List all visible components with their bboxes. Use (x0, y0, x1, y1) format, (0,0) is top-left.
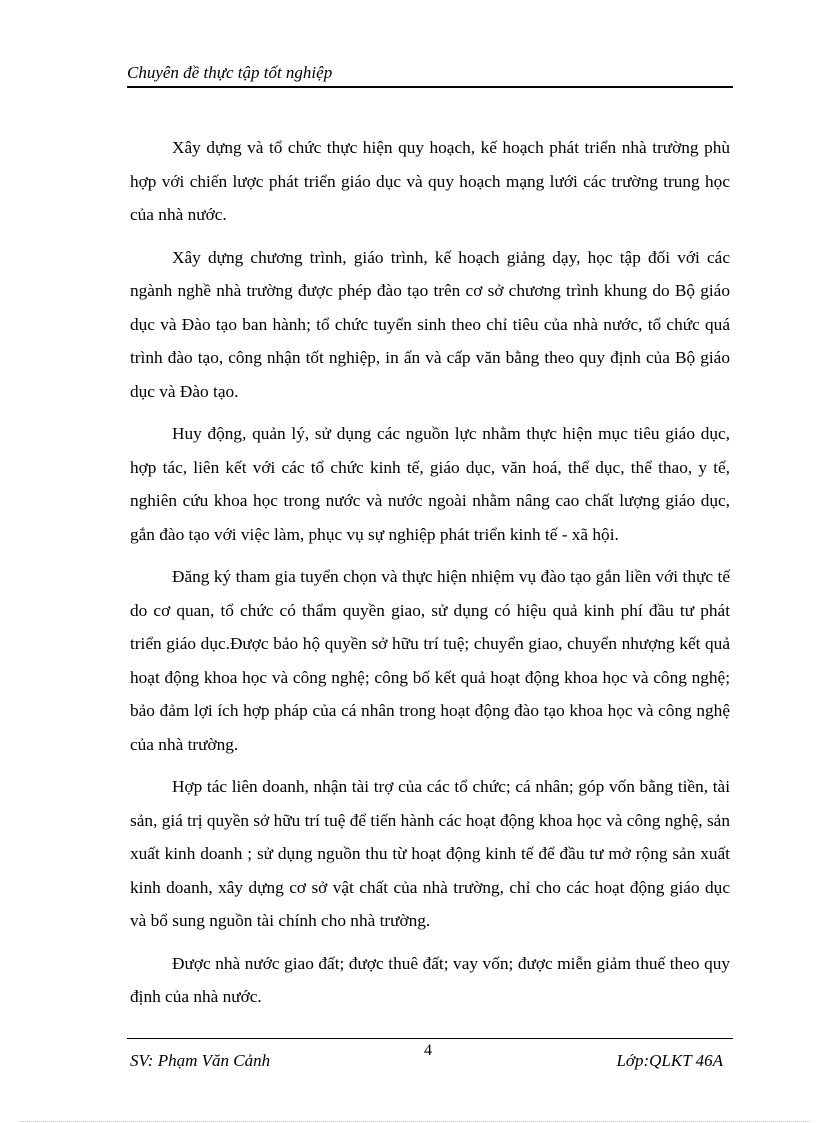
paragraph: Xây dựng và tổ chức thực hiện quy hoạch, kế hoạch phát triển nhà trường phù hợp với chiến lược phát triển giáo dục và quy hoạch mạng lưới các trường trung học của nhà nước. (130, 138, 730, 224)
document-body (130, 131, 730, 1023)
footer-class-label: Lớp:QLKT 46A (616, 1051, 723, 1070)
paragraph: Xây dựng chương trình, giáo trình, kế hoạch giảng dạy, học tập đối với các ngành nghề nhà trường được phép đào tạo trên cơ sở chương trình khung do Bộ giáo dục và Đào tạo ban hành; tổ chức tuyển sinh theo chỉ tiêu của nhà nước, tổ chức quá trình đào tạo, công nhận tốt nghiệp, in ấn và cấp văn bằng theo quy định của Bộ giáo dục và Đào tạo. (130, 247, 730, 401)
page-number: 4 (424, 1042, 432, 1059)
page-bottom-divider (20, 1121, 810, 1122)
paragraph: Đăng ký tham gia tuyển chọn và thực hiện nhiệm vụ đào tạo gắn liền với thực tế do cơ quan, tổ chức có thẩm quyền giao, sử dụng có hiệu quả kinh phí đầu tư phát triển giáo dục.Được bảo hộ quyền sở hữu trí tuệ; chuyển giao, chuyển nhượng kết quả hoạt động khoa học và công nghệ; công bố kết quả hoạt động khoa học và công nghệ; bảo đảm lợi ích hợp pháp của cá nhân trong hoạt động đào tạo khoa học và công nghệ của nhà trường. (130, 567, 730, 754)
paragraph: Huy động, quản lý, sử dụng các nguồn lực nhằm thực hiện mục tiêu giáo dục, hợp tác, liên kết với các tổ chức kinh tế, giáo dục, văn hoá, thể dục, thể thao, y tế, nghiên cứu khoa học trong nước và nước ngoài nhằm nâng cao chất lượng giáo dục, gắn đào tạo với việc làm, phục vụ sự nghiệp phát triển kinh tế - xã hội. (130, 424, 730, 544)
paragraph: Được nhà nước giao đất; được thuê đất; vay vốn; được miễn giảm thuế theo quy định của nhà nước. (130, 953, 730, 1006)
footer-student-name: SV: Phạm Văn Cảnh (130, 1051, 271, 1070)
paragraph: Hợp tác liên doanh, nhận tài trợ của các tổ chức; cá nhân; góp vốn bằng tiền, tài sản, giá trị quyền sở hữu trí tuệ để tiến hành các hoạt động khoa học và công nghệ, sản xuất kinh doanh ; sử dụng nguồn thu từ hoạt động kinh tế để đầu tư mở rộng sản xuất kinh doanh, xây dựng cơ sở vật chất của nhà trường, chỉ cho các hoạt động giáo dục và bổ sung nguồn tài chính cho nhà trường. (130, 777, 730, 930)
header-title: Chuyên đề thực tập tốt nghiệp (127, 63, 333, 82)
page-footer (127, 1038, 733, 1075)
page-header (127, 62, 733, 88)
